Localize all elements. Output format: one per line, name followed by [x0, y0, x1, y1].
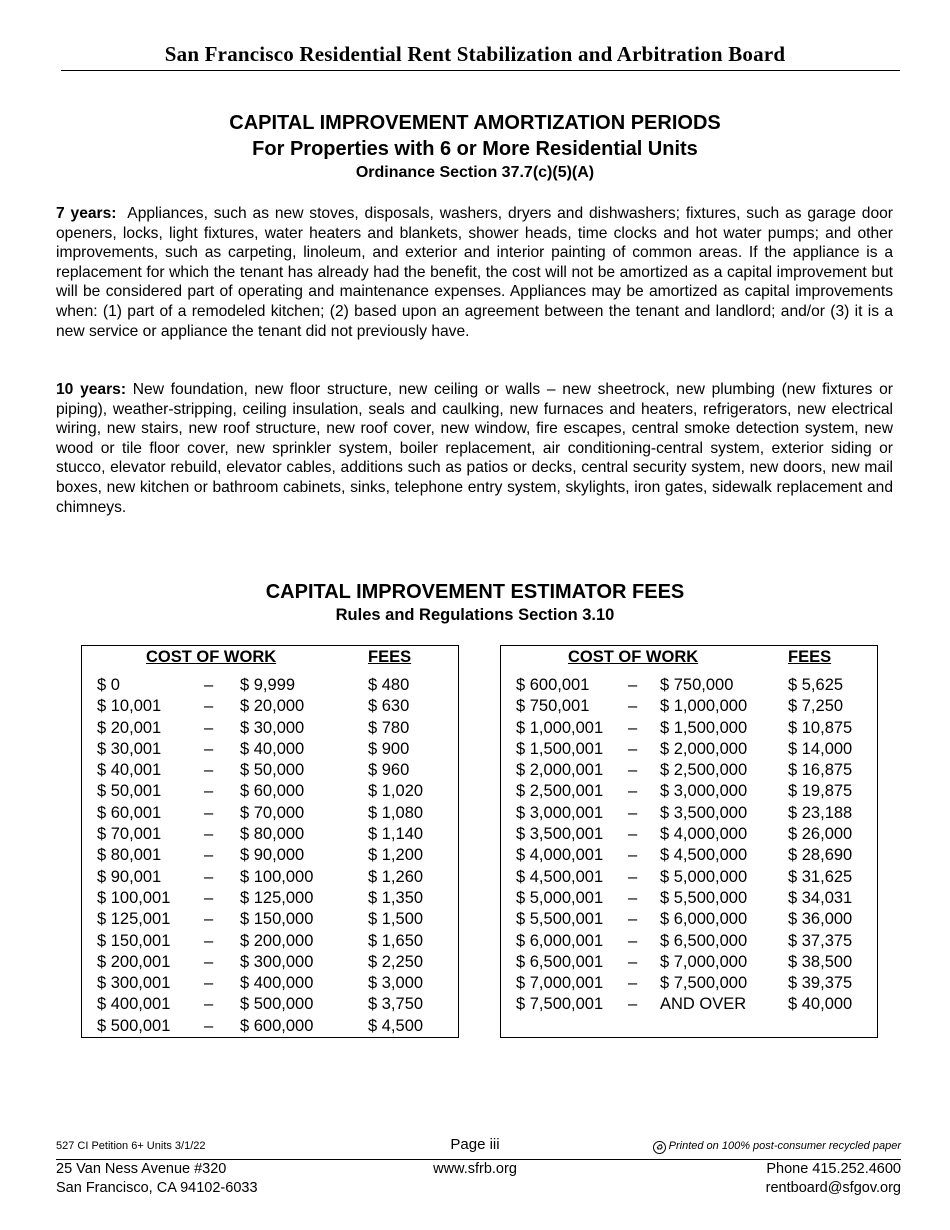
- fee-row: [82, 888, 458, 909]
- range-dash: –: [628, 803, 638, 822]
- range-dash: –: [628, 718, 638, 737]
- fee-row: [501, 973, 877, 994]
- fee-row: [501, 824, 877, 845]
- cost-to: $ 3,000,000: [660, 782, 748, 801]
- cost-from: $ 90,001: [97, 867, 162, 886]
- fee-row: [501, 760, 877, 781]
- fees-title-block: [0, 580, 950, 626]
- fee-row: [501, 739, 877, 760]
- cost-from: $ 6,500,001: [516, 952, 604, 971]
- fee-row: [82, 739, 458, 760]
- cost-from: $ 750,001: [516, 697, 590, 716]
- fee-amount: $ 1,200: [368, 846, 424, 865]
- ten-year-text: New foundation, new floor structure, new ceiling or walls – new sheetrock, new plumbing (new fixtures or piping), weather-stripping, ceiling insulation, seals and caulking, new furnaces and heaters, refrigerators, new electrical wiring, new stairs, new roof structure, new roof cover, new window, fire escapes, central smoke detection system, new wood or tile floor cover, new sprinkler system, boiler replacement, air conditioning-central system, exterior siding or stucco, elevator rebuild, elevator cables, additions such as patios or decks, central security system, new doors, new mail boxes, new kitchen or bathroom cabinets, sinks, telephone entry system, skylights, iron gates, sidewalk replacement and chimneys.: [56, 381, 893, 516]
- cost-to: $ 4,500,000: [660, 846, 748, 865]
- range-dash: –: [628, 910, 638, 929]
- fee-amount: $ 1,140: [368, 825, 424, 844]
- range-dash: –: [204, 910, 214, 929]
- range-dash: –: [204, 782, 214, 801]
- cost-to: $ 200,000: [240, 931, 314, 950]
- form-code: 527 CI Petition 6+ Units 3/1/22: [56, 1140, 206, 1152]
- ten-year-label: 10 years:: [56, 381, 127, 398]
- fee-amount: $ 10,875: [788, 718, 853, 737]
- fee-row: [501, 909, 877, 930]
- fee-amount: $ 630: [368, 697, 410, 716]
- cost-to: $ 3,500,000: [660, 803, 748, 822]
- cost-from: $ 1,500,001: [516, 739, 604, 758]
- address-line-1: 25 Van Ness Avenue #320: [56, 1161, 227, 1177]
- cost-from: $ 40,001: [97, 761, 162, 780]
- recycled-text: Printed on 100% post-consumer recycled paper: [668, 1140, 901, 1152]
- cost-from: $ 50,001: [97, 782, 162, 801]
- range-dash: –: [204, 888, 214, 907]
- cost-to: $ 9,999: [240, 676, 296, 694]
- range-dash: –: [204, 676, 214, 694]
- cost-from: $ 80,001: [97, 846, 162, 865]
- fee-amount: $ 40,000: [788, 995, 853, 1014]
- range-dash: –: [204, 825, 214, 844]
- cost-of-work-header: COST OF WORK: [568, 648, 699, 666]
- cost-from: $ 70,001: [97, 825, 162, 844]
- cost-of-work-header: COST OF WORK: [146, 648, 277, 666]
- fee-amount: $ 3,000: [368, 974, 424, 993]
- range-dash: –: [628, 676, 638, 694]
- cost-from: $ 4,500,001: [516, 867, 604, 886]
- fee-row: [501, 696, 877, 717]
- fee-row: [501, 718, 877, 739]
- range-dash: –: [204, 974, 214, 993]
- cost-to: $ 400,000: [240, 974, 314, 993]
- cost-to: $ 600,000: [240, 1016, 314, 1035]
- cost-to: $ 300,000: [240, 952, 314, 971]
- cost-to: $ 90,000: [240, 846, 305, 865]
- cost-from: $ 30,001: [97, 739, 162, 758]
- cost-to: $ 150,000: [240, 910, 314, 929]
- cost-to: $ 4,000,000: [660, 825, 748, 844]
- fee-amount: $ 1,080: [368, 803, 424, 822]
- range-dash: –: [628, 782, 638, 801]
- fee-amount: $ 1,260: [368, 867, 424, 886]
- fee-amount: $ 5,625: [788, 676, 844, 694]
- cost-to: $ 80,000: [240, 825, 305, 844]
- range-dash: –: [204, 846, 214, 865]
- fee-amount: $ 26,000: [788, 825, 853, 844]
- cost-from: $ 7,500,001: [516, 995, 604, 1014]
- fee-row: [82, 931, 458, 952]
- fee-row: [82, 973, 458, 994]
- cost-from: $ 150,001: [97, 931, 171, 950]
- website-link[interactable]: www.sfrb.org: [433, 1161, 517, 1177]
- cost-to: $ 2,000,000: [660, 739, 748, 758]
- cost-to: $ 20,000: [240, 697, 305, 716]
- fee-amount: $ 36,000: [788, 910, 853, 929]
- cost-to: $ 5,500,000: [660, 888, 748, 907]
- fee-amount: $ 960: [368, 761, 410, 780]
- fee-row: [501, 781, 877, 802]
- range-dash: –: [204, 1016, 214, 1035]
- fee-amount: $ 16,875: [788, 761, 853, 780]
- range-dash: –: [628, 697, 638, 716]
- fee-amount: $ 900: [368, 739, 410, 758]
- fee-amount: $ 1,350: [368, 888, 424, 907]
- fee-row: [82, 675, 458, 696]
- recycle-icon: ♻: [653, 1141, 666, 1154]
- cost-from: $ 7,000,001: [516, 974, 604, 993]
- fees-title: CAPITAL IMPROVEMENT ESTIMATOR FEES: [265, 581, 685, 603]
- range-dash: –: [204, 739, 214, 758]
- range-dash: –: [628, 995, 638, 1014]
- fee-row: [82, 909, 458, 930]
- fee-amount: $ 1,500: [368, 910, 424, 929]
- cost-from: $ 5,000,001: [516, 888, 604, 907]
- fee-row: [501, 803, 877, 824]
- cost-from: $ 0: [97, 676, 120, 694]
- range-dash: –: [628, 846, 638, 865]
- fee-amount: $ 19,875: [788, 782, 853, 801]
- cost-to: $ 2,500,000: [660, 761, 748, 780]
- main-title: CAPITAL IMPROVEMENT AMORTIZATION PERIODS: [229, 112, 721, 134]
- fee-amount: $ 480: [368, 676, 410, 694]
- fee-amount: $ 37,375: [788, 931, 853, 950]
- cost-from: $ 400,001: [97, 995, 171, 1014]
- cost-from: $ 4,000,001: [516, 846, 604, 865]
- fees-header: FEES: [788, 648, 832, 666]
- fee-row: [82, 952, 458, 973]
- page-number: Page iii: [450, 1136, 500, 1153]
- seven-year-paragraph: [56, 204, 893, 341]
- fee-row: [501, 994, 877, 1015]
- range-dash: –: [204, 952, 214, 971]
- cost-to: $ 750,000: [660, 676, 734, 694]
- fee-amount: $ 3,750: [368, 995, 424, 1014]
- fee-amount: $ 28,690: [788, 846, 853, 865]
- fee-amount: $ 1,020: [368, 782, 424, 801]
- fee-row: [82, 718, 458, 739]
- fee-row: [82, 845, 458, 866]
- fee-amount: $ 14,000: [788, 739, 853, 758]
- fee-amount: $ 2,250: [368, 952, 424, 971]
- cost-from: $ 1,000,001: [516, 718, 604, 737]
- recycled-note: [653, 1140, 901, 1154]
- fee-amount: $ 4,500: [368, 1016, 424, 1035]
- phone-number: Phone 415.252.4600: [766, 1161, 901, 1177]
- cost-to: $ 60,000: [240, 782, 305, 801]
- fee-row: [82, 824, 458, 845]
- cost-from: $ 2,500,001: [516, 782, 604, 801]
- fee-table-left: [81, 645, 459, 1038]
- fee-row: [82, 803, 458, 824]
- fee-amount: $ 31,625: [788, 867, 853, 886]
- range-dash: –: [204, 867, 214, 886]
- range-dash: –: [628, 739, 638, 758]
- range-dash: –: [204, 931, 214, 950]
- fees-subtitle: Rules and Regulations Section 3.10: [335, 606, 615, 624]
- address-line-2: San Francisco, CA 94102-6033: [56, 1180, 258, 1196]
- fee-amount: $ 1,650: [368, 931, 424, 950]
- cost-from: $ 500,001: [97, 1016, 171, 1035]
- range-dash: –: [204, 697, 214, 716]
- header-divider: [61, 70, 900, 71]
- fee-row: [501, 952, 877, 973]
- fee-row: [82, 696, 458, 717]
- fee-amount: $ 23,188: [788, 803, 853, 822]
- cost-from: $ 600,001: [516, 676, 590, 694]
- cost-to: $ 7,500,000: [660, 974, 748, 993]
- ten-year-paragraph: [56, 380, 893, 517]
- fee-row: [82, 994, 458, 1015]
- cost-to: $ 6,000,000: [660, 910, 748, 929]
- cost-to: $ 1,000,000: [660, 697, 748, 716]
- fee-row: [501, 867, 877, 888]
- cost-from: $ 300,001: [97, 974, 171, 993]
- seven-year-label: 7 years:: [56, 205, 117, 222]
- cost-to: $ 50,000: [240, 761, 305, 780]
- cost-from: $ 3,000,001: [516, 803, 604, 822]
- range-dash: –: [628, 888, 638, 907]
- fee-row: [82, 1016, 458, 1037]
- subtitle: For Properties with 6 or More Residential Units: [252, 138, 698, 160]
- cost-to: $ 125,000: [240, 888, 314, 907]
- range-dash: –: [204, 761, 214, 780]
- cost-to: $ 5,000,000: [660, 867, 748, 886]
- fee-table-right: [500, 645, 878, 1038]
- fee-row: [501, 845, 877, 866]
- cost-to: $ 30,000: [240, 718, 305, 737]
- fee-amount: $ 7,250: [788, 697, 844, 716]
- cost-from: $ 3,500,001: [516, 825, 604, 844]
- cost-to: $ 7,000,000: [660, 952, 748, 971]
- range-dash: –: [204, 718, 214, 737]
- cost-to: $ 40,000: [240, 739, 305, 758]
- range-dash: –: [204, 803, 214, 822]
- fee-rows-right: [501, 675, 877, 1016]
- footer-contact: [766, 1160, 901, 1198]
- cost-to: $ 70,000: [240, 803, 305, 822]
- range-dash: –: [204, 995, 214, 1014]
- cost-from: $ 60,001: [97, 803, 162, 822]
- cost-from: $ 10,001: [97, 697, 162, 716]
- fee-rows-left: [82, 675, 458, 1037]
- cost-to: $ 500,000: [240, 995, 314, 1014]
- range-dash: –: [628, 952, 638, 971]
- range-dash: –: [628, 825, 638, 844]
- fee-amount: $ 34,031: [788, 888, 853, 907]
- cost-from: $ 125,001: [97, 910, 171, 929]
- cost-from: $ 2,000,001: [516, 761, 604, 780]
- email-link[interactable]: rentboard@sfgov.org: [765, 1180, 901, 1196]
- range-dash: –: [628, 761, 638, 780]
- cost-from: $ 5,500,001: [516, 910, 604, 929]
- fee-amount: $ 780: [368, 718, 410, 737]
- fees-header: FEES: [368, 648, 412, 666]
- fee-row: [501, 675, 877, 696]
- cost-from: $ 6,000,001: [516, 931, 604, 950]
- fee-amount: $ 38,500: [788, 952, 853, 971]
- range-dash: –: [628, 867, 638, 886]
- title-block: [0, 110, 950, 184]
- fee-row: [501, 888, 877, 909]
- cost-from: $ 200,001: [97, 952, 171, 971]
- fee-row: [82, 760, 458, 781]
- cost-to: $ 6,500,000: [660, 931, 748, 950]
- range-dash: –: [628, 931, 638, 950]
- fee-row: [501, 931, 877, 952]
- fee-row: [82, 781, 458, 802]
- seven-year-text: Appliances, such as new stoves, disposals, washers, dryers and dishwashers; fixtures, such as garage door openers, locks, light fixtures, water heaters and blankets, shower heads, time clocks and hot water pumps; and other improvements, such as carpeting, linoleum, and exterior and interior painting of common areas. If the appliance is a replacement for which the tenant has already had the benefit, the cost will not be amortized as a capital improvement but will be considered part of operating and maintenance expenses. Appliances may be amortized as capital improvements when: (1) part of a remodeled kitchen; (2) based upon an agreement between the tenant and landlord; and/or (3) it is a new service or appliance the tenant did not previously have.: [56, 205, 893, 340]
- cost-from: $ 100,001: [97, 888, 171, 907]
- fee-amount: $ 39,375: [788, 974, 853, 993]
- cost-from: $ 20,001: [97, 718, 162, 737]
- cost-to: AND OVER: [660, 995, 747, 1014]
- fee-row: [82, 867, 458, 888]
- organization-header: San Francisco Residential Rent Stabilization and Arbitration Board: [164, 42, 786, 66]
- range-dash: –: [628, 974, 638, 993]
- ordinance-reference: Ordinance Section 37.7(c)(5)(A): [355, 164, 595, 181]
- cost-to: $ 100,000: [240, 867, 314, 886]
- cost-to: $ 1,500,000: [660, 718, 748, 737]
